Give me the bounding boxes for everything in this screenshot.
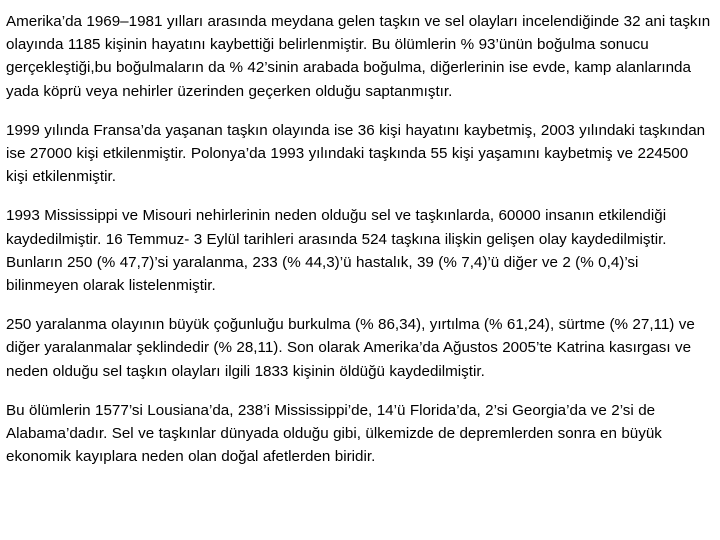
- paragraph-france-poland: 1999 yılında Fransa’da yaşanan taşkın olayında ise 36 kişi hayatını kaybetmiş, 2003 yılındaki taşkından ise 27000 kişi etkilenmiştir. Polonya’da 1993 yılındaki taşkında 55 kişi yaşamını kaybetmiş ve 224500 kişi etkilenmiştir.: [6, 121, 706, 186]
- paragraph-usa-1969-1981: Amerika’da 1969–1981 yılları arasında meydana gelen taşkın ve sel olayları incelendiğinde 32 ani taşkın olayında 1185 kişinin hayatını kaybettiği belirlenmiştir. Bu ölümlerin % 93’ünün boğulma sonucu gerçekleştiği,bu boğulmaların da % 42’sinin arabada boğulma, diğerlerinin ise evde, kamp alanlarında yada köprü veya nehirler üzerinden geçerken olduğu saptanmıştır.: [6, 13, 711, 100]
- paragraph-deaths-by-state: Bu ölümlerin 1577’si Lousiana’da, 238’i Mississippi’de, 14’ü Florida’da, 2’si Georgia’da ve 2’si de Alabama’dadır. Sel ve taşkınlar dünyada olduğu gibi, ülkemizde de depremlerden sonra en büyük ekonomik kayıplara neden olan doğal afetlerden biridir.: [6, 401, 662, 466]
- paragraph-injuries-katrina: 250 yaralanma olayının büyük çoğunluğu burkulma (% 86,34), yırtılma (% 61,24), sürtme (% 27,11) ve diğer yaralanmalar şeklindedir (% 28,11). Son olarak Amerika’da Ağustos 2005’te Katrina kasırgası ve neden olduğu sel taşkın olayları ilgili 1833 kişinin öldüğü kaydedilmiştir.: [6, 316, 695, 380]
- document-body: [6, 10, 712, 468]
- paragraph-mississippi-1993: 1993 Mississippi ve Misouri nehirlerinin neden olduğu sel ve taşkınlarda, 60000 insanın etkilendiği kaydedilmiştir. 16 Temmuz- 3 Eylül tarihleri arasında 524 taşkına ilişkin gelişen olay kaydedilmiştir. Bunların 250 (% 47,7)’si yaralanma, 233 (% 44,3)’ü hastalık, 39 (% 7,4)’ü diğer ve 2 (% 0,4)’si bilinmeyen olarak listelenmiştir.: [6, 207, 667, 295]
